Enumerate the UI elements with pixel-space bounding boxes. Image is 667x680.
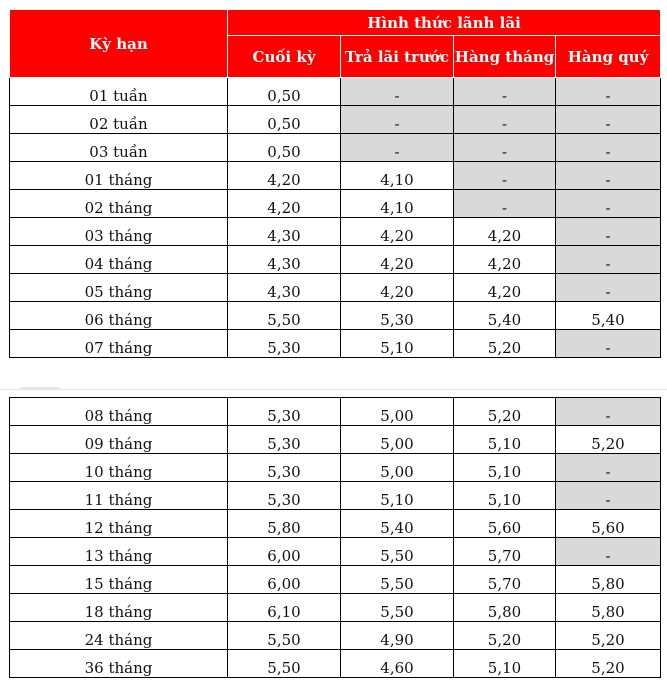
cuoi-ky-cell: 5,30 [228, 482, 341, 510]
tra-lai-truoc-cell: 4,10 [341, 190, 454, 218]
cuoi-ky-cell: 5,50 [228, 302, 341, 330]
table-row [10, 330, 661, 358]
term-cell: 36 tháng [10, 650, 228, 678]
tra-lai-truoc-cell: - [341, 106, 454, 134]
table-row [10, 482, 661, 510]
col-header-hang-thang: Hàng tháng [454, 36, 556, 78]
cuoi-ky-cell: 6,10 [228, 594, 341, 622]
cuoi-ky-cell: 4,20 [228, 190, 341, 218]
hang-quy-cell: 5,20 [556, 426, 661, 454]
hang-quy-cell: - [556, 454, 661, 482]
tra-lai-truoc-cell: 5,10 [341, 330, 454, 358]
page-divider-mark [20, 387, 60, 389]
table-row [10, 594, 661, 622]
payment-method-header: Hình thức lãnh lãi [228, 10, 661, 36]
hang-quy-cell: - [556, 78, 661, 106]
tra-lai-truoc-cell: 5,40 [341, 510, 454, 538]
cuoi-ky-cell: 6,00 [228, 538, 341, 566]
tra-lai-truoc-cell: 4,90 [341, 622, 454, 650]
tra-lai-truoc-cell: 5,30 [341, 302, 454, 330]
hang-quy-cell: - [556, 162, 661, 190]
cuoi-ky-cell: 5,30 [228, 426, 341, 454]
table-row [10, 510, 661, 538]
term-cell: 10 tháng [10, 454, 228, 482]
term-cell: 07 tháng [10, 330, 228, 358]
interest-rate-table-top [9, 9, 661, 358]
hang-thang-cell: - [454, 78, 556, 106]
hang-quy-cell: - [556, 330, 661, 358]
hang-quy-cell: 5,20 [556, 622, 661, 650]
hang-thang-cell: 5,80 [454, 594, 556, 622]
term-cell: 03 tháng [10, 218, 228, 246]
tra-lai-truoc-cell: 4,60 [341, 650, 454, 678]
tra-lai-truoc-cell: 5,00 [341, 454, 454, 482]
tra-lai-truoc-cell: 5,50 [341, 538, 454, 566]
term-cell: 24 tháng [10, 622, 228, 650]
hang-thang-cell: 5,70 [454, 566, 556, 594]
tra-lai-truoc-cell: 5,00 [341, 398, 454, 426]
term-cell: 15 tháng [10, 566, 228, 594]
hang-thang-cell: 5,20 [454, 330, 556, 358]
hang-quy-cell: - [556, 538, 661, 566]
table-row [10, 426, 661, 454]
cuoi-ky-cell: 5,30 [228, 330, 341, 358]
hang-thang-cell: 5,10 [454, 650, 556, 678]
table-row [10, 162, 661, 190]
term-cell: 01 tháng [10, 162, 228, 190]
cuoi-ky-cell: 5,80 [228, 510, 341, 538]
term-cell: 05 tháng [10, 274, 228, 302]
interest-rate-table-bottom [9, 397, 661, 678]
hang-quy-cell: - [556, 106, 661, 134]
tra-lai-truoc-cell: 4,20 [341, 274, 454, 302]
hang-quy-cell: 5,80 [556, 594, 661, 622]
hang-quy-cell: - [556, 274, 661, 302]
table-row [10, 398, 661, 426]
table-row [10, 566, 661, 594]
hang-thang-cell: 5,20 [454, 398, 556, 426]
hang-quy-cell: 5,20 [556, 650, 661, 678]
tra-lai-truoc-cell: 4,20 [341, 246, 454, 274]
term-header: Kỳ hạn [10, 10, 228, 78]
tra-lai-truoc-cell: 4,20 [341, 218, 454, 246]
table-row [10, 302, 661, 330]
cuoi-ky-cell: 6,00 [228, 566, 341, 594]
hang-thang-cell: 5,20 [454, 622, 556, 650]
table-row [10, 622, 661, 650]
table-row [10, 246, 661, 274]
table-row [10, 190, 661, 218]
hang-thang-cell: 5,10 [454, 426, 556, 454]
term-cell: 11 tháng [10, 482, 228, 510]
cuoi-ky-cell: 0,50 [228, 134, 341, 162]
hang-quy-cell: - [556, 482, 661, 510]
hang-quy-cell: - [556, 246, 661, 274]
hang-thang-cell: 5,10 [454, 482, 556, 510]
col-header-hang-quy: Hàng quý [556, 36, 661, 78]
term-cell: 03 tuần [10, 134, 228, 162]
hang-thang-cell: - [454, 106, 556, 134]
tra-lai-truoc-cell: 5,10 [341, 482, 454, 510]
hang-thang-cell: 4,20 [454, 218, 556, 246]
table-row [10, 538, 661, 566]
hang-quy-cell: - [556, 398, 661, 426]
term-cell: 06 tháng [10, 302, 228, 330]
tra-lai-truoc-cell: 5,00 [341, 426, 454, 454]
table-row [10, 454, 661, 482]
cuoi-ky-cell: 4,20 [228, 162, 341, 190]
hang-quy-cell: 5,60 [556, 510, 661, 538]
table-row [10, 650, 661, 678]
hang-quy-cell: - [556, 134, 661, 162]
col-header-tra-lai-truoc: Trả lãi trước [341, 36, 454, 78]
cuoi-ky-cell: 4,30 [228, 246, 341, 274]
cuoi-ky-cell: 0,50 [228, 78, 341, 106]
table-row [10, 78, 661, 106]
cuoi-ky-cell: 5,50 [228, 650, 341, 678]
table-row [10, 134, 661, 162]
page-divider [0, 389, 667, 390]
cuoi-ky-cell: 5,50 [228, 622, 341, 650]
hang-thang-cell: 5,10 [454, 454, 556, 482]
term-cell: 02 tháng [10, 190, 228, 218]
table-row [10, 106, 661, 134]
hang-thang-cell: - [454, 190, 556, 218]
hang-thang-cell: 4,20 [454, 274, 556, 302]
term-cell: 04 tháng [10, 246, 228, 274]
term-cell: 18 tháng [10, 594, 228, 622]
table-row [10, 218, 661, 246]
term-cell: 12 tháng [10, 510, 228, 538]
cuoi-ky-cell: 5,30 [228, 398, 341, 426]
hang-thang-cell: 5,70 [454, 538, 556, 566]
tra-lai-truoc-cell: 4,10 [341, 162, 454, 190]
cuoi-ky-cell: 5,30 [228, 454, 341, 482]
cuoi-ky-cell: 4,30 [228, 274, 341, 302]
col-header-cuoi-ky: Cuối kỳ [228, 36, 341, 78]
hang-thang-cell: 5,60 [454, 510, 556, 538]
hang-thang-cell: - [454, 162, 556, 190]
table-row [10, 274, 661, 302]
term-cell: 08 tháng [10, 398, 228, 426]
hang-thang-cell: - [454, 134, 556, 162]
tra-lai-truoc-cell: - [341, 134, 454, 162]
term-cell: 13 tháng [10, 538, 228, 566]
tra-lai-truoc-cell: 5,50 [341, 566, 454, 594]
hang-quy-cell: 5,80 [556, 566, 661, 594]
term-cell: 02 tuần [10, 106, 228, 134]
term-cell: 01 tuần [10, 78, 228, 106]
tra-lai-truoc-cell: 5,50 [341, 594, 454, 622]
tra-lai-truoc-cell: - [341, 78, 454, 106]
term-cell: 09 tháng [10, 426, 228, 454]
hang-quy-cell: 5,40 [556, 302, 661, 330]
hang-quy-cell: - [556, 218, 661, 246]
hang-quy-cell: - [556, 190, 661, 218]
cuoi-ky-cell: 4,30 [228, 218, 341, 246]
hang-thang-cell: 4,20 [454, 246, 556, 274]
cuoi-ky-cell: 0,50 [228, 106, 341, 134]
hang-thang-cell: 5,40 [454, 302, 556, 330]
